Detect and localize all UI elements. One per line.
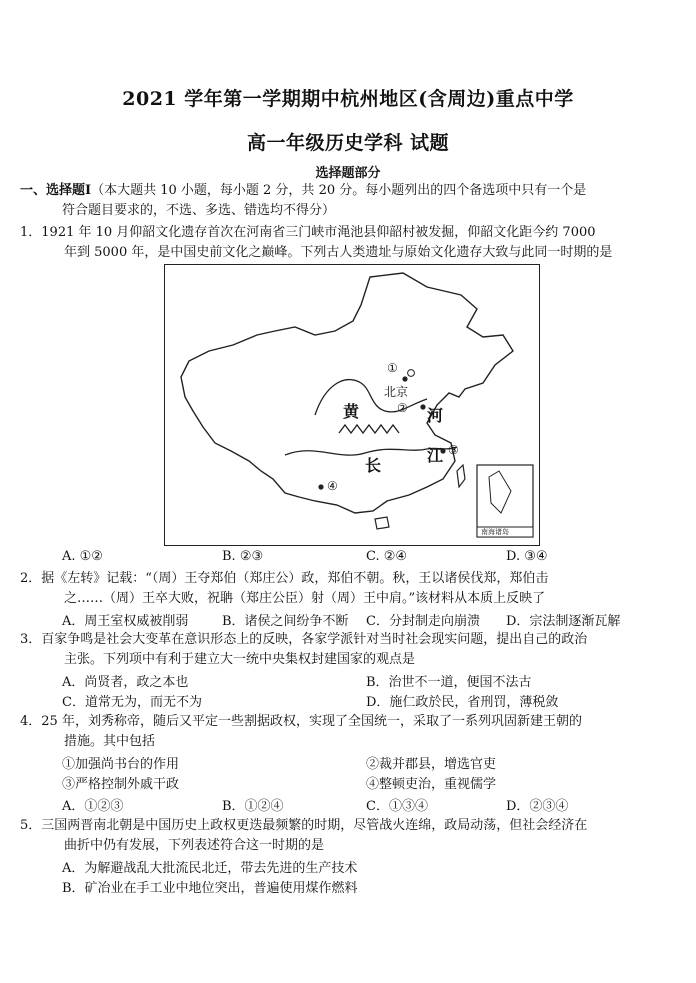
q1-stem-line1: 1．1921 年 10 月仰韶文化遗存首次在河南省三门峡市渑池县仰韶村被发掘，仰韶文化距今约 7000 (20, 225, 596, 240)
inset-label: 南海诸岛 (481, 528, 509, 536)
q1-option-b[interactable]: B. ②③ (222, 549, 264, 564)
q5-option-a[interactable]: A．为解避战乱大批流民北迁，带去先进的生产技术 (62, 861, 358, 876)
taiwan-outline (457, 465, 465, 487)
q5-stem-line1: 5．三国两晋南北朝是中国历史上政权更迭最频繁的时期，尽管战火连绵，政局动荡，但社会经济在 (20, 818, 588, 833)
q4-option-d[interactable]: D．②③④ (506, 799, 569, 814)
q4-item-3: ③严格控制外戚干政 (62, 777, 180, 792)
q1-option-c[interactable]: C. ②④ (366, 549, 408, 564)
label-jiang: 江 (427, 446, 444, 465)
q3-stem-line1: 3．百家争鸣是社会大变革在意识形态上的反映，各家学派针对当时社会现实问题，提出自己的政治 (20, 632, 588, 647)
q3-option-c[interactable]: C．道常无为，而无不为 (62, 695, 202, 710)
q1-stem-line2: 年到 5000 年，是中国史前文化之巅峰。下列古人类遗址与原始文化遗存大致与此同一时期的是 (64, 245, 613, 260)
part1-header (20, 182, 586, 200)
q3-stem-line2: 主张。下列项中有利于建立大一统中央集权封建国家的观点是 (64, 652, 416, 667)
label-chang: 长 (365, 456, 382, 475)
q2-stem-line2: 之……（周）王卒大败，祝聃（郑庄公臣）射（周）王中肩。”该材料从本质上反映了 (64, 591, 546, 606)
q4-option-c[interactable]: C．①③④ (366, 799, 428, 814)
china-outline (181, 273, 513, 513)
q2-option-c[interactable]: C．分封制走向崩溃 (366, 614, 480, 629)
q5-stem-line2: 曲折中仍有发展，下列表述符合这一时期的是 (64, 838, 325, 853)
q4-item-2: ②裁并郡县，增选官吏 (366, 757, 497, 772)
marker-3: ③ (448, 443, 459, 457)
q3-option-b[interactable]: B．治世不一道，便国不法古 (366, 675, 532, 690)
q1-option-d[interactable]: D. ③④ (506, 549, 548, 564)
label-beijing: 北京 (384, 385, 409, 399)
mountain-range (339, 425, 399, 433)
marker-1: ① (387, 361, 398, 375)
label-he: 河 (427, 406, 444, 425)
site-2-dot (420, 404, 425, 409)
q1-option-a[interactable]: A. ①② (62, 549, 103, 564)
q2-stem-line1: 2．据《左转》记载：“（周）王夺郑伯（郑庄公）政，郑伯不朝。秋，王以诸侯伐郑，郑伯击 (20, 571, 549, 586)
marker-4: ④ (327, 479, 338, 493)
q2-option-b[interactable]: B．诸侯之间纷争不断 (222, 614, 349, 629)
hainan-outline (375, 517, 389, 529)
section-heading: 选择题部分 (315, 166, 381, 181)
q4-option-b[interactable]: B．①②④ (222, 799, 284, 814)
q4-stem-line1: 4．25 年，刘秀称帝，随后又平定一些割据政权，实现了全国统一，采取了一系列巩固新建王朝的 (20, 714, 582, 729)
part1-instructions-2: 符合题目要求的，不选、多选、错选均不得分） (62, 203, 336, 218)
exam-title-line2: 高一年级历史学科 试题 (246, 132, 450, 154)
q2-option-d[interactable]: D．宗法制逐渐瓦解 (506, 614, 621, 629)
yellow-river (315, 380, 427, 415)
q3-option-d[interactable]: D．施仁政於民，省刑罚，薄税敛 (366, 695, 559, 710)
q4-stem-line2: 措施。其中包括 (64, 734, 156, 749)
q4-item-4: ④整顿吏治，重视儒学 (366, 777, 497, 792)
q3-option-a[interactable]: A．尚贤者，政之本也 (62, 675, 189, 690)
part1-label: 一、选择题Ⅰ (20, 183, 92, 198)
q5-option-b[interactable]: B．矿冶业在手工业中地位突出，普遍使用煤作燃料 (62, 881, 358, 896)
part1-instructions-1: （本大题共 10 小题，每小题 2 分，共 20 分。每小题列出的四个备选项中只有一个是 (91, 183, 587, 198)
q2-option-a[interactable]: A．周王室权威被削弱 (62, 614, 189, 629)
china-map-figure (164, 264, 540, 546)
q4-option-a[interactable]: A．①②③ (62, 799, 124, 814)
site-1-marker (408, 370, 415, 377)
site-4-dot (318, 484, 323, 489)
q4-item-1: ①加强尚书台的作用 (62, 757, 180, 772)
exam-title-line1: 2021 学年第一学期期中杭州地区(含周边)重点中学 (122, 88, 574, 110)
label-huang: 黄 (343, 402, 360, 421)
marker-2: ② (397, 401, 408, 415)
beijing-dot (402, 376, 407, 381)
